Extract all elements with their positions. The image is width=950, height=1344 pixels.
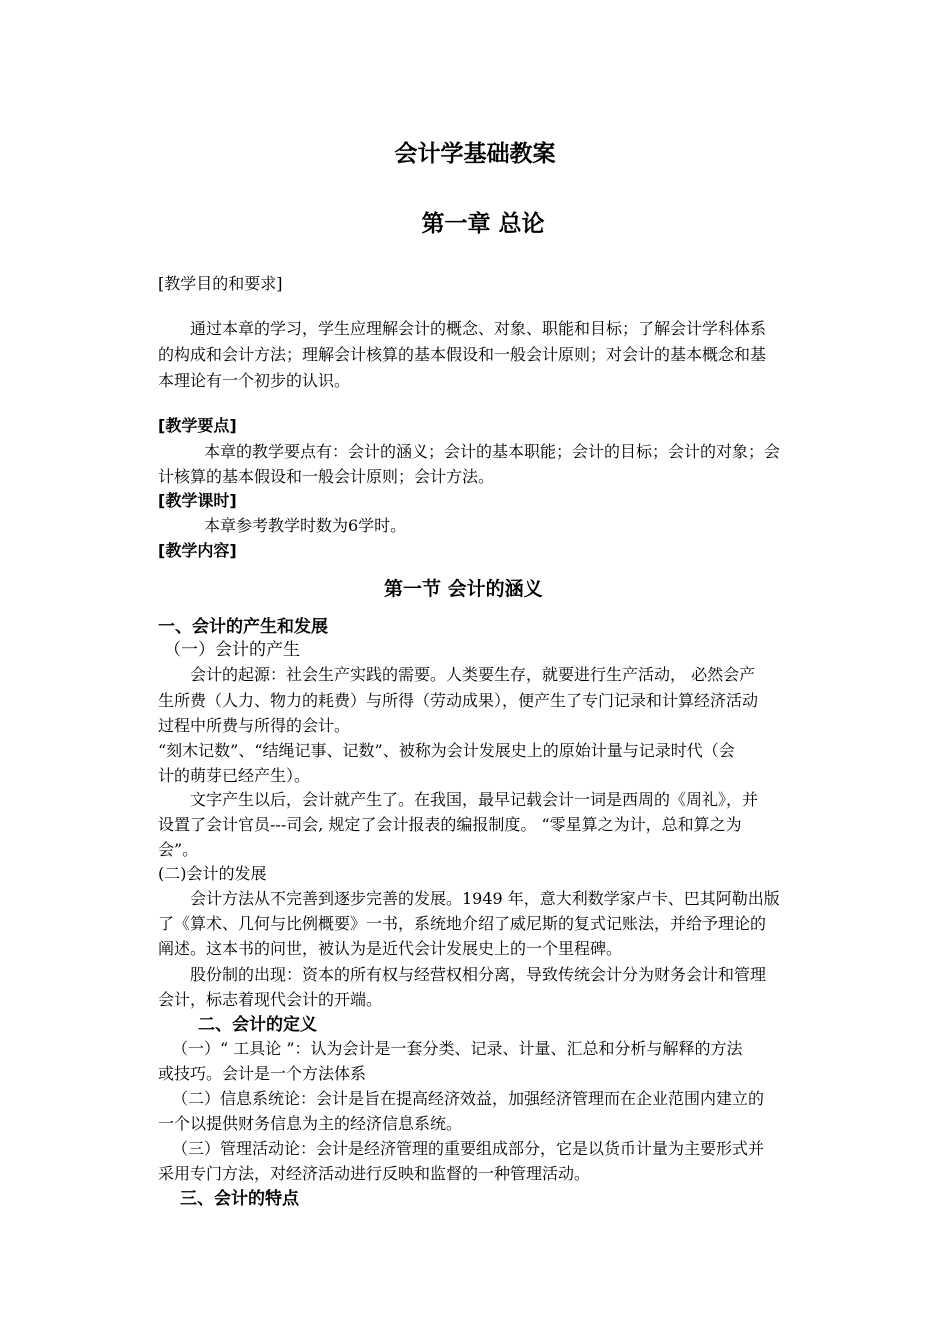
section-title: 第一节 会计的涵义 xyxy=(384,578,543,600)
part1-sub2: (二)会计的发展 xyxy=(158,864,267,883)
hours-heading: [教学课时] xyxy=(158,491,237,510)
part1-p3-line-3: 会”。 xyxy=(158,840,199,859)
part1-p3-line-2: 设置了会计官员---司会, 规定了会计报表的编报制度。 “零星算之为计，总和算之为 xyxy=(158,815,742,834)
part1-p4-line-1: 会计方法从不完善到逐步完善的发展。1949 年，意大利数学家卢卡、巴其阿勒出版 xyxy=(190,889,780,908)
part1-p3-line-1: 文字产生以后，会计就产生了。在我国，最早记载会计一词是西周的《周礼》，并 xyxy=(190,790,759,809)
part1-p1-line-1: 会计的起源：社会生产实践的需要。人类要生存，就要进行生产活动， 必然会产 xyxy=(190,665,756,684)
part1-p1-line-3: 过程中所费与所得的会计。 xyxy=(158,716,351,735)
part2-d1-line-2: 或技巧。会计是一个方法体系 xyxy=(158,1064,367,1083)
part1-sub1: （一）会计的产生 xyxy=(164,640,300,660)
part3-heading: 三、会计的特点 xyxy=(180,1189,299,1209)
part1-heading: 一、会计的产生和发展 xyxy=(158,617,328,637)
part2-d2-line-1: （二）信息系统论：会计是旨在提高经济效益，加强经济管理而在企业范围内建立的 xyxy=(172,1089,765,1108)
content-heading: [教学内容] xyxy=(158,541,237,560)
part1-p4-line-3: 阐述。这本书的问世，被认为是近代会计发展史上的一个里程碑。 xyxy=(158,939,623,958)
part2-heading: 二、会计的定义 xyxy=(198,1015,317,1035)
part1-p1-line-2: 生所费（人力、物力的耗费）与所得（劳动成果），便产生了专门记录和计算经济活动 xyxy=(158,691,759,710)
points-line-2: 计核算的基本假设和一般会计原则；会计方法。 xyxy=(158,467,495,486)
part2-d3-line-1: （三）管理活动论：会计是经济管理的重要组成部分，它是以货币计量为主要形式并 xyxy=(172,1139,765,1158)
chapter-title: 第一章 总论 xyxy=(421,211,545,237)
points-line-1: 本章的教学要点有：会计的涵义；会计的基本职能；会计的目标；会计的对象；会 xyxy=(204,442,781,461)
goals-heading: [教学目的和要求] xyxy=(158,274,283,293)
part1-p2-line-1: “刻木记数”、“结绳记事、记数”、被称为会计发展史上的原始计量与记录时代（会 xyxy=(158,741,735,760)
part1-p2-line-2: 计的萌芽已经产生）。 xyxy=(158,766,311,785)
part2-d2-line-2: 一个以提供财务信息为主的经济信息系统。 xyxy=(158,1114,463,1133)
part2-d1-line-1: （一）“ 工具论 ”：认为会计是一套分类、记录、计量、汇总和分析与解释的方法 xyxy=(172,1039,743,1058)
goals-line-2: 的构成和会计方法；理解会计核算的基本假设和一般会计原则；对会计的基本概念和基 xyxy=(158,345,767,364)
hours-line: 本章参考教学时数为6学时。 xyxy=(204,516,407,535)
goals-line-1: 通过本章的学习，学生应理解会计的概念、对象、职能和目标；了解会计学科体系 xyxy=(190,319,767,338)
part1-p5-line-2: 会计，标志着现代会计的开端。 xyxy=(158,990,383,1009)
points-heading: [教学要点] xyxy=(158,416,237,435)
part1-p5-line-1: 股份制的出现：资本的所有权与经营权相分离，导致传统会计分为财务会计和管理 xyxy=(190,965,767,984)
document-title: 会计学基础教案 xyxy=(394,141,556,167)
goals-line-3: 本理论有一个初步的认识。 xyxy=(158,371,351,390)
part1-p4-line-2: 了《算术、几何与比例概要》一书，系统地介绍了威尼斯的复式记账法，并给予理论的 xyxy=(158,914,767,933)
part2-d3-line-2: 采用专门方法，对经济活动进行反映和监督的一种管理活动。 xyxy=(158,1164,591,1183)
